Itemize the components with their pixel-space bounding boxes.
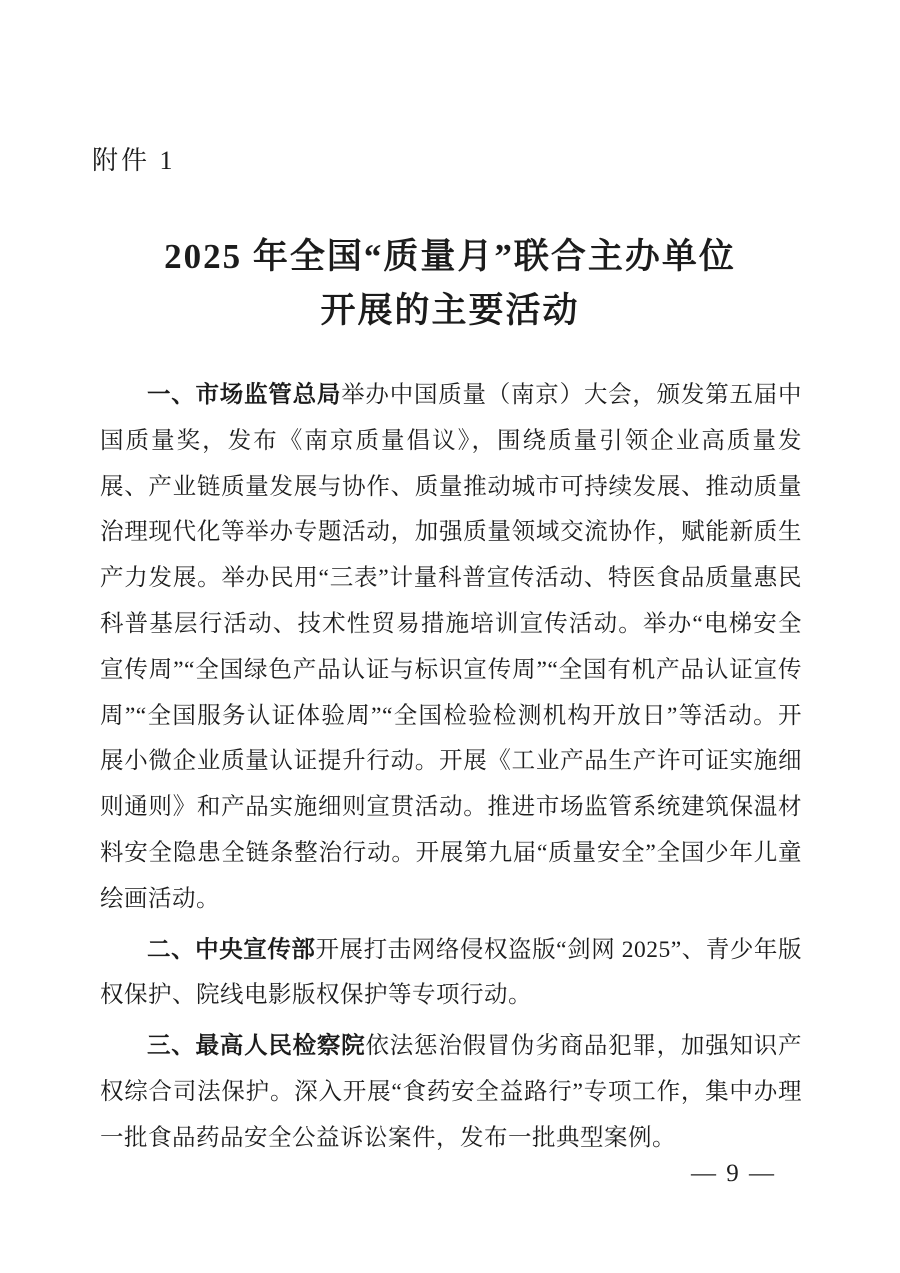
document-title-line-1: 2025 年全国“质量月”联合主办单位 bbox=[164, 237, 736, 276]
paragraph-3-lead: 三、最高人民检察院 bbox=[147, 1032, 366, 1059]
document-title bbox=[0, 230, 900, 338]
paragraph-3-text: 依法惩治假冒伪劣商品犯罪，加强知识产权综合司法保护。深入开展“食药安全益路行”专项工作，集中办理一批食品药品安全公益诉讼案件，发布一批典型案例。 bbox=[100, 1033, 803, 1151]
paragraph-1-text: 举办中国质量（南京）大会，颁发第五届中国质量奖，发布《南京质量倡议》，围绕质量引领企业高质量发展、产业链质量发展与协作、质量推动城市可持续发展、推动质量治理现代化等举办专题活动，加强质量领域交流协作，赋能新质生产力发展。举办民用“三表”计量科普宣传活动、特医食品质量惠民科普基层行活动、技术性贸易措施培训宣传活动。举办“电梯安全宣传周”“全国绿色产品认证与标识宣传周”“全国有机产品认证宣传周”“全国服务认证体验周”“全国检验检测机构开放日”等活动。开展小微企业质量认证提升行动。开展《工业产品生产许可证实施细则通则》和产品实施细则宣贯活动。推进市场监管系统建筑保温材料安全隐患全链条整治行动。开展第九届“质量安全”全国少年儿童绘画活动。 bbox=[100, 382, 803, 912]
paragraph-1 bbox=[100, 372, 802, 923]
document-title-line-2: 开展的主要活动 bbox=[320, 291, 580, 330]
page-number: — 9 — bbox=[691, 1160, 776, 1187]
document-body bbox=[100, 372, 802, 1162]
paragraph-3 bbox=[100, 1023, 802, 1161]
paragraph-1-lead: 一、市场监管总局 bbox=[147, 381, 342, 407]
paragraph-2 bbox=[100, 927, 802, 1020]
paragraph-2-text: 开展打击网络侵权盗版“剑网 2025”、青少年版权保护、院线电影版权保护等专项行动。 bbox=[100, 936, 802, 1009]
attachment-label: 附件 1 bbox=[92, 146, 176, 175]
paragraph-2-lead: 二、中央宣传部 bbox=[147, 935, 316, 962]
